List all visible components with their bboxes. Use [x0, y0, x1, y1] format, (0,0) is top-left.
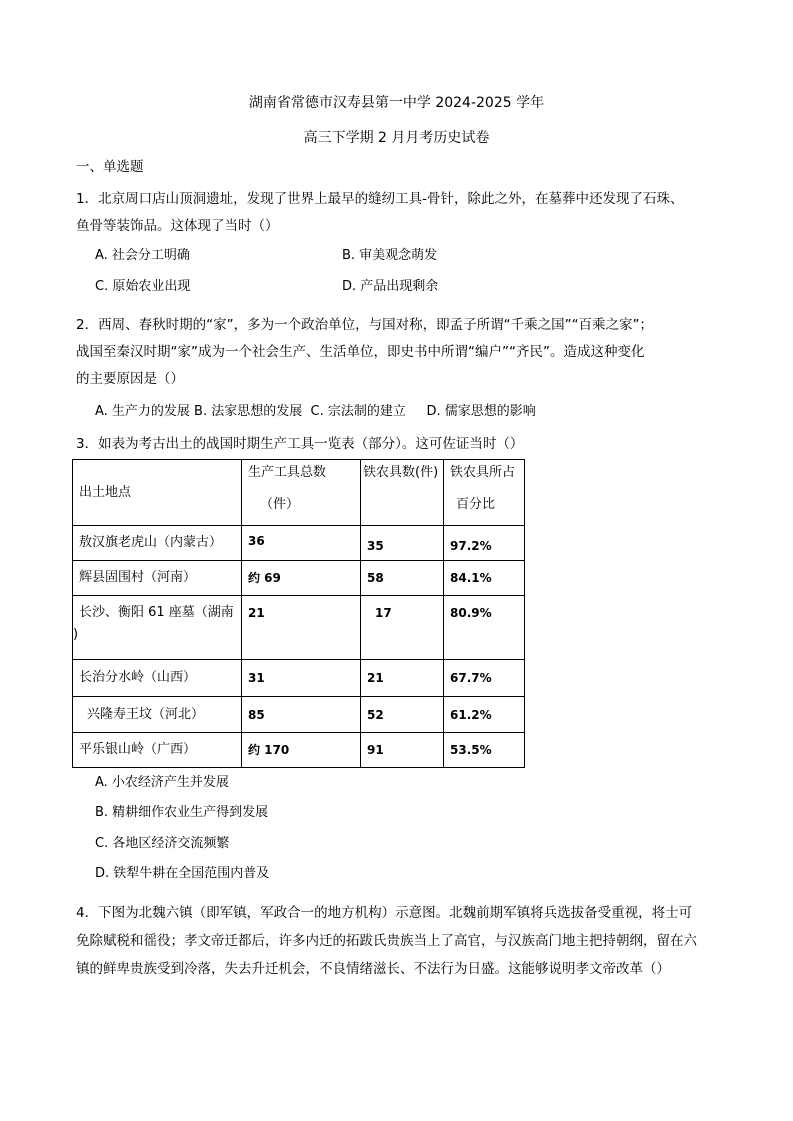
table-cell: [73, 596, 242, 660]
table-cell: 97.2%: [444, 526, 525, 561]
q3-stem: 3．如表为考古出土的战国时期生产工具一览表（部分）。这可佐证当时（）: [76, 436, 524, 452]
table-header-unit: （件）: [260, 497, 300, 512]
q3-option-b: B. 精耕细作农业生产得到发展: [95, 805, 269, 820]
table-row: [73, 660, 525, 697]
q2-options: A. 生产力的发展 B. 法家思想的发展 C. 宗法制的建立 D. 儒家思想的影响: [95, 404, 536, 419]
table-header-cell: 出土地点: [73, 460, 242, 526]
table-cell: 长治分水岭（山西）: [73, 660, 242, 697]
q2-stem-line3: 的主要原因是（）: [76, 371, 184, 387]
table-cell: 91: [361, 733, 444, 768]
table-header-cell: 铁农具数(件): [361, 460, 444, 526]
table-header-cell: [444, 460, 525, 526]
table-header-text: 铁农具所占: [450, 465, 516, 480]
table-row: [73, 526, 525, 561]
table-cell: 85: [242, 697, 361, 733]
q1-option-c: C. 原始农业出现: [95, 279, 191, 294]
table-row: [73, 561, 525, 596]
table-header-text: 生产工具总数: [248, 465, 327, 480]
table-cell: 约 69: [242, 561, 361, 596]
q1-stem-line1: 1．北京周口店山顶洞遗址，发现了世界上最早的缝纫工具-骨针，除此之外，在墓葬中还发现了石珠、: [76, 191, 684, 207]
q1-option-b: B. 审美观念萌发: [342, 248, 438, 263]
table-cell: 80.9%: [444, 596, 525, 660]
table-cell: 67.7%: [444, 660, 525, 697]
section-heading: 一、单选题: [76, 159, 144, 175]
exam-title-line1: 湖南省常德市汉寿县第一中学 2024-2025 学年: [248, 95, 545, 111]
q4-stem-line2: 免除赋税和徭役；孝文帝迁都后，许多内迁的拓跋氏贵族当上了高官，与汉族高门地主把持朝纲，留在六: [76, 933, 697, 949]
table-cell-wrap: ): [73, 627, 79, 642]
q4-stem-line3: 镇的鲜卑贵族受到冷落，失去升迁机会，不良情绪滋长、不法行为日盛。这能够说明孝文帝改革（）: [76, 961, 670, 977]
q3-option-c: C. 各地区经济交流频繁: [95, 836, 230, 851]
table-header-text: 百分比: [456, 497, 496, 512]
q1-option-a: A. 社会分工明确: [95, 248, 190, 263]
table-cell: 兴隆寿王坟（河北）: [73, 697, 242, 733]
table-cell: 平乐银山岭（广西）: [73, 733, 242, 768]
q2-stem-line2: 战国至秦汉时期“家”成为一个社会生产、生活单位，即史书中所谓“编户”“齐民”。造成这种变化: [76, 344, 645, 360]
table-cell: 36: [242, 526, 361, 561]
table-cell: 17: [361, 596, 444, 660]
table-cell: 21: [242, 596, 361, 660]
table-cell-text: 长沙、衡阳 61 座墓（湖南: [79, 605, 234, 620]
table-cell: 52: [361, 697, 444, 733]
q4-stem-line1: 4．下图为北魏六镇（即军镇，军政合一的地方机构）示意图。北魏前期军镇将兵选拔备受重视，将士可: [76, 905, 693, 921]
table-cell: 辉县固围村（河南）: [73, 561, 242, 596]
table-header-row: [73, 460, 525, 526]
q3-option-a: A. 小农经济产生并发展: [95, 775, 229, 790]
q3-data-table: [72, 459, 525, 768]
table-row: [73, 697, 525, 733]
table-cell: 敖汉旗老虎山（内蒙古）: [73, 526, 242, 561]
q3-option-d: D. 铁犁牛耕在全国范围内普及: [95, 866, 270, 881]
table-cell: 58: [361, 561, 444, 596]
table-cell: 约 170: [242, 733, 361, 768]
table-cell: 35: [361, 526, 444, 561]
q1-stem-line2: 鱼骨等装饰品。这体现了当时（）: [76, 218, 279, 234]
table-cell: 53.5%: [444, 733, 525, 768]
table-cell: 31: [242, 660, 361, 697]
table-cell: 21: [361, 660, 444, 697]
table-row: [73, 596, 525, 660]
table-row: [73, 733, 525, 768]
exam-title-line2: 高三下学期 2 月月考历史试卷: [303, 130, 490, 146]
q2-stem-line1: 2．西周、春秋时期的“家”，多为一个政治单位，与国对称，即孟子所谓“千乘之国”“百乘之家”；: [76, 317, 654, 333]
table-header-cell: [242, 460, 361, 526]
table-cell: 61.2%: [444, 697, 525, 733]
table-cell: 84.1%: [444, 561, 525, 596]
q1-option-d: D. 产品出现剩余: [342, 279, 439, 294]
